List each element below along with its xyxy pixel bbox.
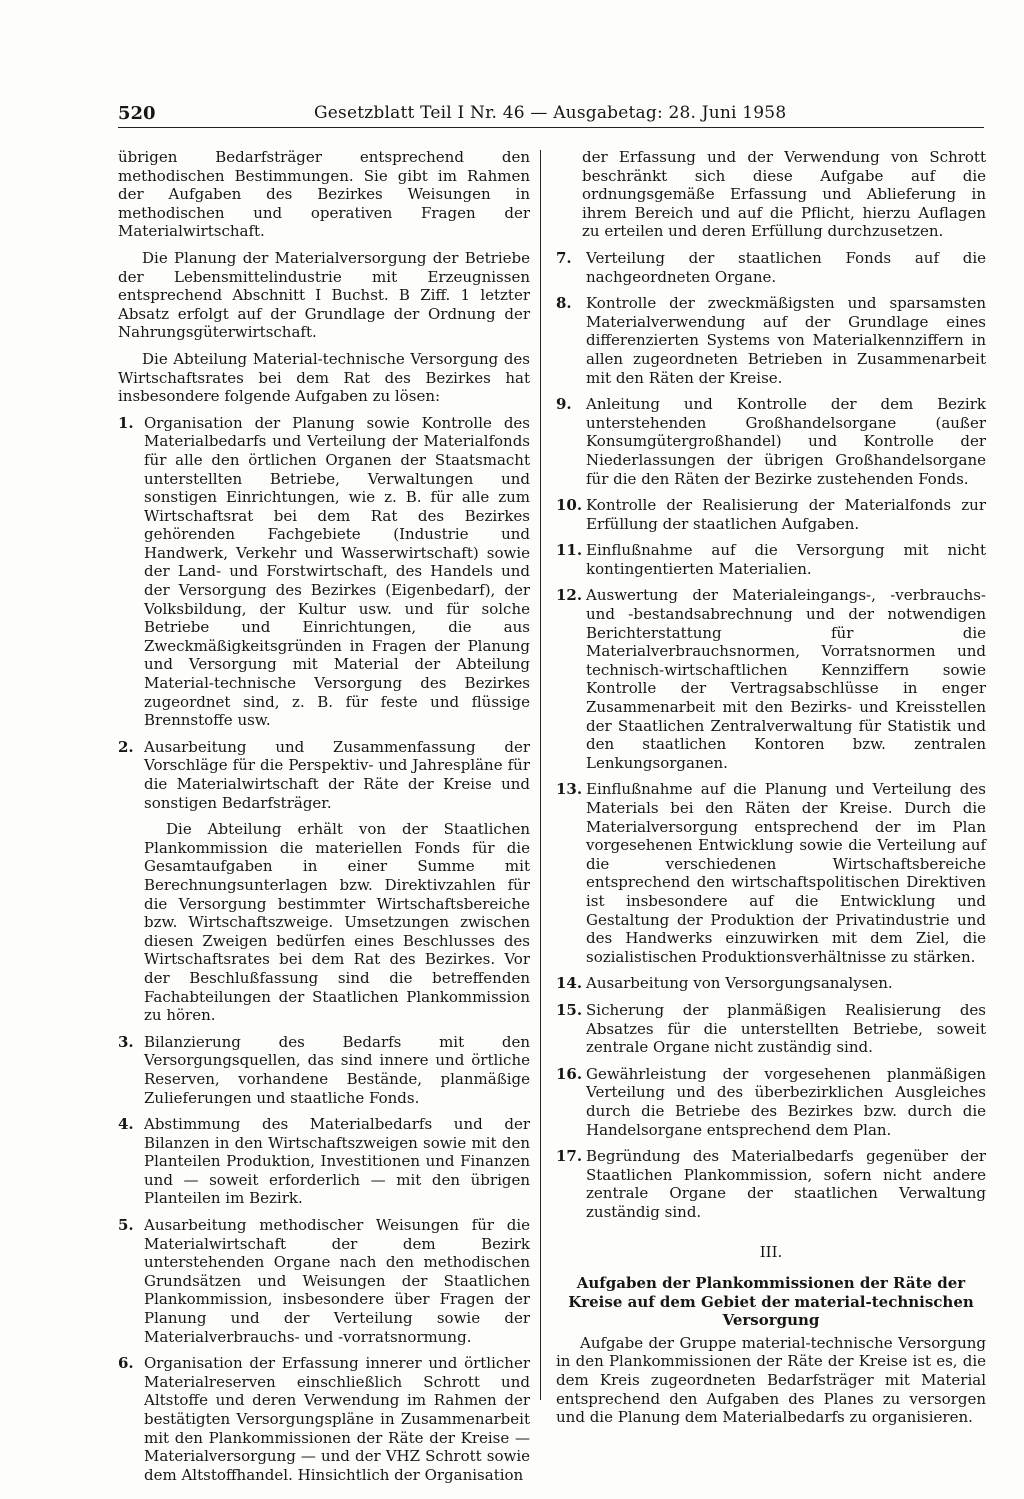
item-text: Einflußnahme auf die Planung und Verteilung des Materials bei den Räten der Kreise. Durch die Materialversorgung entsprechend der im Plan vorgesehenen Entwicklung sowie die Verteilung auf die verschiedenen Wirtschaftsbereiche entsprechend den wirtschaftspolitischen Direktiven ist insbesondere auf die Entwicklung und Gestaltung der Produktion der Privatindustrie und des Handwerks einzuwirken mit dem Ziel, die sozialistischen Produktionsverhältnisse zu stärken.	[586, 780, 986, 966]
paragraph: Die Planung der Materialversorgung der Betriebe der Lebensmittelindustrie mit Erzeugnissen entsprechend Abschnitt I Buchst. B Ziff. 1 letzter Absatz erfolgt auf der Grundlage der Ordnung der Nahrungsgüterwirtschaft.	[118, 248, 530, 342]
item-text: Anleitung und Kontrolle der dem Bezirk unterstehenden Großhandelsorgane (außer Konsumgütergroßhandel) und Kontrolle der Niederlassungen der übrigen Großhandelsorgane für die den Räten der Bezirke zustehenden Fonds.	[586, 395, 986, 488]
paragraph: Aufgabe der Gruppe material-technische Versorgung in den Plankommissionen der Räte der Kreise ist es, die dem Kreis zugeordneten Bedarfsträger mit Material entsprechend den Aufgaben des Planes zu versorgen und die Planung dem Materialbedarfs zu organisieren.	[556, 1333, 986, 1427]
item-subparagraph: Die Abteilung erhält von der Staatlichen Plankommission die materiellen Fonds für die Gesamtaufgaben in einer Summe mit Berechnungsunterlagen bzw. Direktivzahlen für die Versorgung bestimmter Wirtschaftsbereiche bzw. Wirtschaftszweige. Umsetzungen zwischen diesen Zweigen bedürfen eines Beschlusses des Wirtschaftsrates bei dem Rat des Bezirkes. Vor der Beschlußfassung sind die betreffenden Fachabteilungen der Staatlichen Plankommission zu hören.	[144, 820, 530, 1025]
list-item	[118, 1115, 530, 1208]
list-item	[118, 1354, 530, 1484]
list-item	[556, 541, 986, 578]
item-number: 14.	[556, 974, 583, 993]
item-number: 1.	[118, 413, 134, 432]
column-divider	[540, 150, 541, 1400]
item-number: 12.	[556, 586, 583, 605]
header-title: Gesetzblatt Teil I Nr. 46 — Ausgabetag: 28. Juni 1958	[314, 103, 787, 123]
list-item	[556, 1147, 986, 1221]
item-number: 2.	[118, 737, 134, 756]
item-text: Kontrolle der Realisierung der Materialfonds zur Erfüllung der staatlichen Aufgaben.	[586, 496, 986, 533]
list-item	[556, 974, 986, 993]
list-item	[556, 496, 986, 533]
item-text: Organisation der Planung sowie Kontrolle des Materialbedarfs und Verteilung der Materialfonds für alle den örtlichen Organen der Staatsmacht unterstellten Betriebe, Verwaltungen und sonstigen Einrichtungen, wie z. B. für alle zum Wirtschaftsrat bei dem Rat des Bezirkes gehörenden Fachgebiete (Industrie und Handwerk, Verkehr und Wasserwirtschaft) sowie der Land- und Forstwirtschaft, des Handels und der Versorgung des Bezirkes (Eigenbedarf), der Volksbildung, der Kultur usw. und für solche Betriebe und Einrichtungen, die aus Zweckmäßigkeitsgründen in Fragen der Planung und Versorgung mit Material der Abteilung Material-technische Versorgung des Bezirkes zugeordnet sind, z. B. für feste und flüssige Brennstoffe usw.	[144, 413, 530, 730]
item-number: 16.	[556, 1064, 583, 1083]
section-heading: Aufgaben der Plankommissionen der Räte der Kreise auf dem Gebiet der material-technischen Versorgung	[568, 1274, 974, 1330]
item-text: Auswertung der Materialeingangs-, -verbrauchs- und -bestandsabrechnung und der notwendigen Berichterstattung für die Materialverbrauchsnormen, Vorratsnormen und technisch-wirtschaftlichen Kennziffern sowie Kontrolle der Vertragsabschlüsse in enger Zusammenarbeit mit den Bezirks- und Kreisstellen der Staatlichen Zentralverwaltung für Statistik und den staatlichen Kontoren bzw. zentralen Lenkungsorganen.	[586, 586, 986, 772]
list-item	[556, 294, 986, 387]
section-number: III.	[759, 1243, 783, 1262]
list-item	[556, 780, 986, 966]
list-item	[118, 1216, 530, 1346]
list-item	[118, 738, 530, 812]
item-text: Kontrolle der zweckmäßigsten und sparsamsten Materialverwendung auf der Grundlage eines differenzierten Systems von Materialkennziffern in allen zugeordneten Betrieben in Zusammenarbeit mit den Räten der Kreise.	[586, 294, 986, 387]
item-text: Gewährleistung der vorgesehenen planmäßigen Verteilung und des überbezirklichen Ausgleiches durch die Betriebe des Bezirkes bzw. durch die Handelsorgane entsprechend dem Plan.	[586, 1064, 986, 1139]
item-number: 11.	[556, 541, 583, 560]
item-text: Ausarbeitung und Zusammenfassung der Vorschläge für die Perspektiv- und Jahrespläne für die Materialwirtschaft der Räte der Kreise und sonstigen Bedarfsträger.	[144, 737, 530, 812]
item-text: Einflußnahme auf die Versorgung mit nicht kontingentierten Materialien.	[586, 541, 986, 578]
list-item	[118, 414, 530, 730]
item-text: Begründung des Materialbedarfs gegenüber der Staatlichen Plankommission, sofern nicht andere zentrale Organe der staatlichen Verwaltung zuständig sind.	[586, 1147, 986, 1221]
list-item	[556, 1065, 986, 1139]
list-item	[118, 1033, 530, 1107]
item-text: Bilanzierung des Bedarfs mit den Versorgungsquellen, das sind innere und örtliche Reserven, vorhandene Bestände, planmäßige Zulieferungen und staatliche Fonds.	[144, 1032, 530, 1107]
page-number: 520	[118, 103, 156, 124]
page-header	[118, 101, 984, 128]
item-number: 10.	[556, 496, 583, 515]
item-text: Sicherung der planmäßigen Realisierung des Absatzes für die unterstellten Betriebe, soweit zentrale Organe nicht zuständig sind.	[586, 1000, 986, 1057]
list-item	[556, 586, 986, 772]
item-number: 4.	[118, 1115, 134, 1134]
item-number: 15.	[556, 1000, 583, 1019]
right-column	[556, 148, 986, 1435]
item-number: 8.	[556, 294, 572, 313]
list-item	[556, 249, 986, 286]
item-number: 13.	[556, 780, 583, 799]
item-continuation: der Erfassung und der Verwendung von Schrott beschränkt sich diese Aufgabe auf die ordnungsgemäße Erfassung und Ablieferung in ihrem Bereich und auf die Pflicht, hierzu Auflagen zu erteilen und deren Erfüllung durchzusetzen.	[582, 148, 986, 241]
list-item	[556, 1001, 986, 1057]
item-text: Ausarbeitung von Versorgungsanalysen.	[586, 974, 893, 993]
item-text: Verteilung der staatlichen Fonds auf die nachgeordneten Organe.	[586, 248, 986, 286]
item-number: 17.	[556, 1147, 583, 1166]
list-item	[556, 395, 986, 488]
item-number: 5.	[118, 1216, 134, 1235]
item-number: 6.	[118, 1354, 134, 1373]
paragraph: Die Abteilung Material-technische Versorgung des Wirtschaftsrates bei dem Rat des Bezirkes hat insbesondere folgende Aufgaben zu lösen:	[118, 349, 530, 406]
item-number: 3.	[118, 1032, 134, 1051]
item-number: 7.	[556, 248, 572, 267]
item-text: Organisation der Erfassung innerer und örtlicher Materialreserven einschließlich Schrott und Altstoffe und deren Verwendung im Rahmen der bestätigten Versorgungspläne in Zusammenarbeit mit den Plankommissionen der Räte der Kreise — Materialversorgung — und der VHZ Schrott sowie dem Altstoffhandel. Hinsichtlich der Organisation	[144, 1354, 530, 1484]
paragraph: übrigen Bedarfsträger entsprechend den methodischen Bestimmungen. Sie gibt im Rahmen der Aufgaben des Bezirkes Weisungen in methodischen und operativen Fragen der Materialwirtschaft.	[118, 148, 530, 241]
item-text: Abstimmung des Materialbedarfs und der Bilanzen in den Wirtschaftszweigen sowie mit den Planteilen Produktion, Investitionen und Finanzen und — soweit erforderlich — mit den übrigen Planteilen im Bezirk.	[144, 1115, 530, 1208]
left-column	[118, 148, 530, 1492]
item-number: 9.	[556, 395, 572, 414]
item-text: Ausarbeitung methodischer Weisungen für die Materialwirtschaft der dem Bezirk unterstehenden Organe nach den methodischen Grundsätzen und Weisungen der Staatlichen Plankommission, insbesondere über Fragen der Planung und der Verteilung sowie der Materialverbrauchs- und -vorratsnormung.	[144, 1216, 530, 1346]
